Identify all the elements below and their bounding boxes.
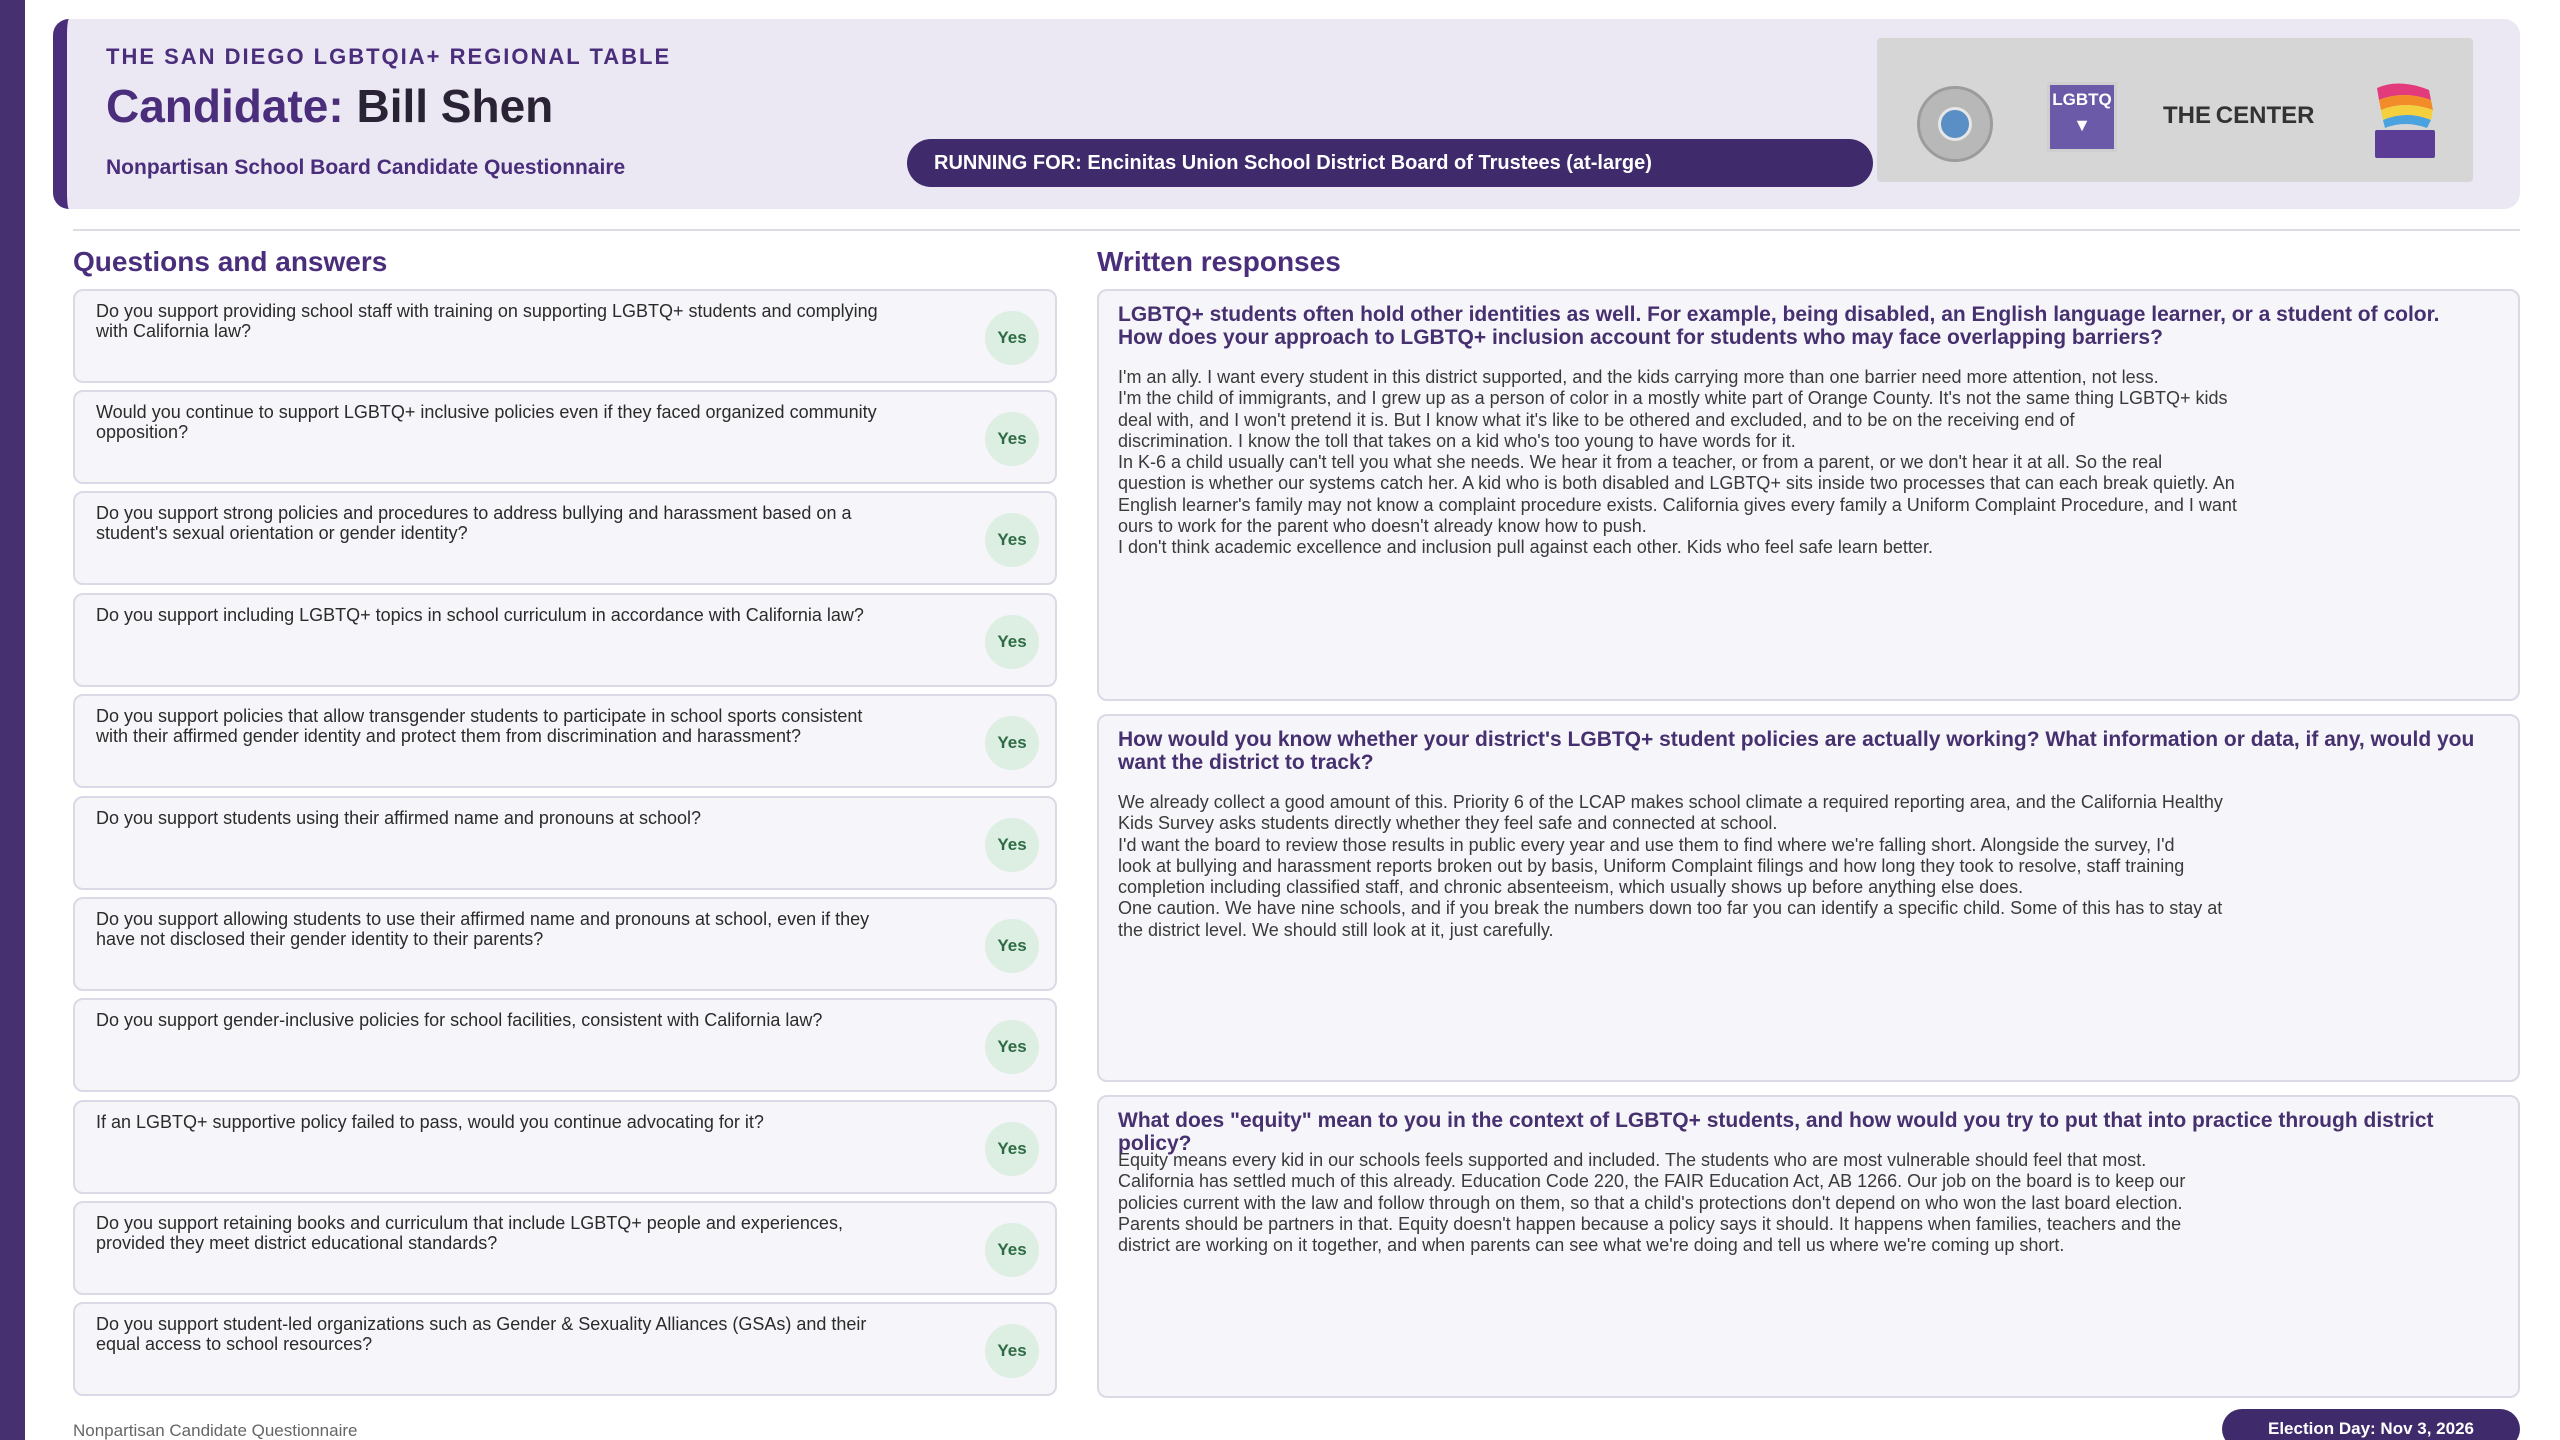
- qa-answer-badge: Yes: [985, 919, 1039, 973]
- answer-line: deal with, and I won't pretend it is. But I know what it's like to be othered and excluded, and to be on the receiving end of: [1118, 409, 2075, 430]
- family-support-seal-logo: [1917, 86, 1993, 162]
- qa-question: Do you support including LGBTQ+ topics in school curriculum in accordance with California law?: [96, 605, 864, 625]
- candidate-name: Bill Shen: [356, 80, 554, 132]
- pride-flag-icon: [2369, 78, 2441, 160]
- answer-line: In K-6 a child usually can't tell you what she needs. We hear it from a teacher, or from a parent, or we don't hear it at all. So the real: [1118, 452, 2163, 473]
- org-title: THE SAN DIEGO LGBTQIA+ REGIONAL TABLE: [106, 44, 672, 69]
- qa-question: Would you continue to support LGBTQ+ inclusive policies even if they faced organized community opposition?: [96, 402, 877, 442]
- election-day-badge: Election Day: Nov 3, 2026: [2222, 1409, 2520, 1440]
- qa-item: [73, 796, 1057, 890]
- running-for-badge: RUNNING FOR: Encinitas Union School District Board of Trustees (at-large): [907, 139, 1873, 187]
- written-response-card: [1097, 1095, 2520, 1398]
- qa-item: [73, 1100, 1057, 1194]
- candidate-heading: [106, 79, 553, 133]
- written-answer: [1118, 792, 2268, 941]
- answer-line: completion including classified staff, and chronic absenteeism, which usually shows up before anything else does.: [1118, 877, 2024, 898]
- answer-line: discrimination. I know the toll that takes on a kid who's too young to have words for it.: [1118, 430, 1796, 451]
- qa-item: [73, 491, 1057, 585]
- written-response-card: [1097, 289, 2520, 701]
- lgbtq-logo-text: LGBTQ: [2052, 90, 2112, 109]
- qa-item: [73, 593, 1057, 687]
- partner-logos: [1877, 38, 2473, 182]
- answer-line: I'm the child of immigrants, and I grew up as a person of color in a mostly white part of Orange County. It's not the same thing LGBTQ+ kids: [1118, 388, 2228, 409]
- qa-question: Do you support providing school staff with training on supporting LGBTQ+ students and complying with California law?: [96, 301, 878, 341]
- qa-answer-badge: Yes: [985, 716, 1039, 770]
- written-answer: [1118, 1150, 2268, 1256]
- answer-line: district are working on it together, and when parents can see what we're doing and tell us where we're coming up short.: [1118, 1235, 2065, 1256]
- left-accent-stripe: [0, 0, 25, 1440]
- answer-line: One caution. We have nine schools, and if you break the numbers down too far you can identify a specific child. Some of this has to stay at: [1118, 898, 2223, 919]
- answer-line: look at bullying and harassment reports broken out by basis, Uniform Complaint filings and how long they took to resolve, staff training: [1118, 855, 2185, 876]
- qa-answer-badge: Yes: [985, 1223, 1039, 1277]
- qa-question: Do you support policies that allow transgender students to participate in school sports consistent with their affirmed gender identity and protect them from discrimination and harassment?: [96, 706, 863, 746]
- qa-item: [73, 998, 1057, 1092]
- answer-line: Equity means every kid in our schools feels supported and included. The students who are most vulnerable should feel that most.: [1118, 1150, 2147, 1170]
- lgbtq-logo: [2047, 82, 2117, 152]
- qa-answer-badge: Yes: [985, 1122, 1039, 1176]
- written-question: LGBTQ+ students often hold other identities as well. For example, being disabled, an English language learner, or a student of color. How does your approach to LGBTQ+ inclusion account for students who may face overlapping barriers?: [1118, 303, 2440, 349]
- qa-item: [73, 390, 1057, 484]
- answer-line: English learner's family may not know a complaint procedure exists. California gives every family a Uniform Complaint Procedure, and I want: [1118, 494, 2237, 515]
- qa-question: Do you support gender-inclusive policies for school facilities, consistent with California law?: [96, 1010, 823, 1030]
- qa-item: [73, 1302, 1057, 1396]
- qa-answer-badge: Yes: [985, 412, 1039, 466]
- answer-line: policies current with the law and follow through on them, so that a child's protections don't depend on who won the last board election.: [1118, 1192, 2183, 1213]
- answer-line: Parents should be partners in that. Equity doesn't happen because a policy says it should. It happens when families, teachers and the: [1118, 1213, 2182, 1234]
- written-heading: Written responses: [1097, 246, 1341, 277]
- qa-question: Do you support allowing students to use their affirmed name and pronouns at school, even if they have not disclosed their gender identity to their parents?: [96, 909, 870, 949]
- qa-question: Do you support students using their affirmed name and pronouns at school?: [96, 808, 702, 828]
- footer-label: Nonpartisan Candidate Questionnaire: [73, 1421, 358, 1440]
- qa-answer-badge: Yes: [985, 615, 1039, 669]
- answer-line: I'd want the board to review those results in public every year and use them to find where we're falling short. Alongside the survey, I'd: [1118, 834, 2175, 855]
- triangle-down-icon: ▼: [2073, 115, 2091, 135]
- page-header: [53, 19, 2520, 209]
- qa-answer-badge: Yes: [985, 513, 1039, 567]
- qa-item: [73, 694, 1057, 788]
- san-diego-pride-logo: [2369, 78, 2441, 160]
- written-question: What does "equity" mean to you in the context of LGBTQ+ students, and how would you try to put that into practice through district policy?: [1118, 1109, 2434, 1155]
- answer-line: California has settled much of this already. Education Code 220, the FAIR Education Act, AB 1266. Our job on the board is to keep our: [1118, 1171, 2186, 1192]
- written-question: How would you know whether your district's LGBTQ+ student policies are actually working? What information or data, if any, would you want the district to track?: [1118, 728, 2475, 774]
- seal-compass-icon: [1938, 107, 1972, 141]
- qa-question: If an LGBTQ+ supportive policy failed to pass, would you continue advocating for it?: [96, 1112, 764, 1132]
- qa-question: Do you support strong policies and procedures to address bullying and harassment based on a student's sexual orientation or gender identity?: [96, 503, 852, 543]
- answer-line: Kids Survey asks students directly whether they feel safe and connected at school.: [1118, 813, 1778, 834]
- qa-question: Do you support student-led organizations such as Gender & Sexuality Alliances (GSAs) and their equal access to school resources?: [96, 1314, 867, 1354]
- candidate-label: Candidate:: [106, 80, 344, 132]
- answer-line: question is whether our systems catch her. A kid who is both disabled and LGBTQ+ sits inside two processes that can each break quietly. An: [1118, 473, 2235, 494]
- answer-line: ours to work for the parent who doesn't already know how to push.: [1118, 516, 1647, 537]
- questionnaire-subtitle: Nonpartisan School Board Candidate Questionnaire: [106, 156, 626, 179]
- the-center-logo: [2163, 102, 2314, 130]
- answer-line: We already collect a good amount of this. Priority 6 of the LCAP makes school climate a required reporting area, and the California Healthy: [1118, 792, 2223, 812]
- written-answer: [1118, 367, 2268, 559]
- qa-item: [73, 1201, 1057, 1295]
- written-response-card: [1097, 714, 2520, 1082]
- qa-item: [73, 289, 1057, 383]
- answer-line: the district level. We should still look at it, just carefully.: [1118, 919, 1554, 940]
- qa-answer-badge: Yes: [985, 818, 1039, 872]
- qa-answer-badge: Yes: [985, 1020, 1039, 1074]
- qa-question: Do you support retaining books and curriculum that include LGBTQ+ people and experiences, provided they meet district educational standards?: [96, 1213, 843, 1253]
- qa-item: [73, 897, 1057, 991]
- qa-answer-badge: Yes: [985, 1324, 1039, 1378]
- answer-line: I don't think academic excellence and inclusion pull against each other. Kids who feel safe learn better.: [1118, 537, 1933, 558]
- answer-line: I'm an ally. I want every student in this district supported, and the kids carrying more than one barrier need more attention, not less.: [1118, 367, 2159, 387]
- qa-heading: Questions and answers: [73, 246, 388, 277]
- qa-answer-badge: Yes: [985, 311, 1039, 365]
- header-divider: [73, 229, 2520, 231]
- the-center-logo-text: THE CENTER: [2163, 102, 2315, 129]
